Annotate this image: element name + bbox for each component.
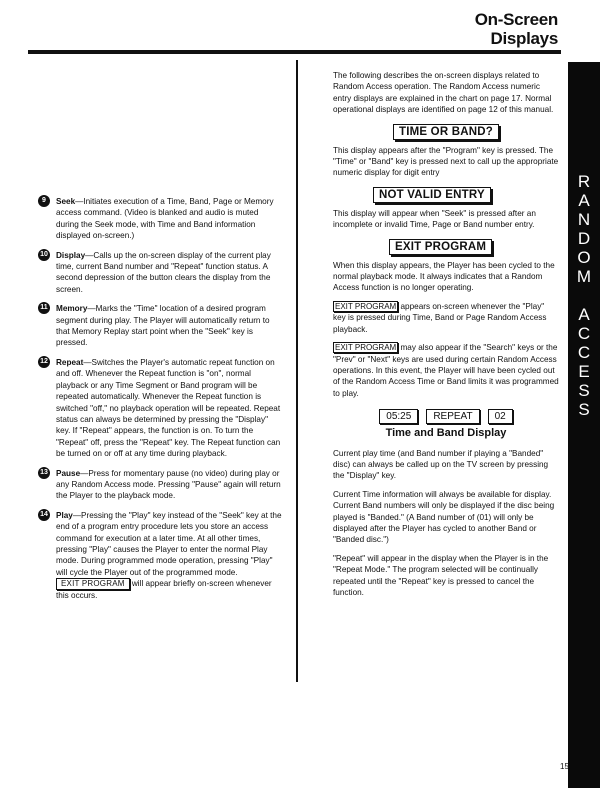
side-letter-spacer	[568, 286, 600, 305]
number-badge: 10	[38, 249, 50, 261]
time-band-display-sample	[333, 409, 559, 424]
key-item-repeat	[38, 357, 283, 460]
page-number: 15	[560, 762, 569, 771]
exit-program-inline1-text: appears on-screen whenever the "Play" key is pressed during Time, Band or Page Random Access playback.	[333, 301, 547, 334]
side-letter: E	[578, 362, 590, 381]
number-badge: 11	[38, 302, 50, 314]
key-text: —Press for momentary pause (no video) during play or any Random Access mode. Pressing "Pause" again will return the Player to the playback mode.	[56, 468, 281, 501]
time-or-band-display-wrap	[333, 124, 559, 140]
key-term: Memory	[56, 304, 88, 314]
time-band-p2: Current Time information will always be available for display. Current Band numbers will only be displayed if the disc being played is "Banded." (A Band number of (01) will only be displayed after the Player has cycled to another Band or "Banded disc.")	[333, 489, 555, 545]
number-badge: 13	[38, 467, 50, 479]
number-badge: 12	[38, 356, 50, 368]
number-badge: 14	[38, 509, 50, 521]
exit-program-inline-box: EXIT PROGRAM	[335, 301, 397, 311]
time-band-p3: "Repeat" will appear in the display when the Player is in the "Repeat Mode." The program selected will be continually repeated until the "Repeat" key is pressed to cancel the function.	[333, 553, 549, 597]
side-letter: A	[578, 191, 590, 210]
not-valid-display-wrap	[373, 187, 559, 203]
side-letter: O	[577, 248, 591, 267]
time-or-band-display: TIME OR BAND?	[393, 124, 499, 140]
not-valid-entry-display: NOT VALID ENTRY	[373, 187, 491, 203]
key-term: Repeat	[56, 357, 84, 367]
side-letter: N	[577, 210, 591, 229]
key-term: Play	[56, 510, 73, 520]
key-item-pause	[38, 468, 283, 502]
not-valid-text: This display will appear when "Seek" is pressed after an incomplete or invalid Time, Page or Band number entry.	[333, 208, 536, 230]
key-term: Display	[56, 250, 86, 260]
key-text: —Marks the "Time" location of a desired program segment during play. The Player will automatically return to that Memory Replay start point when the "Seek" key is pressed.	[56, 304, 270, 348]
side-letter: R	[577, 172, 591, 191]
exit-program-inline1	[333, 301, 559, 335]
side-tab	[568, 62, 600, 788]
exit-program-inline-box: EXIT PROGRAM	[335, 343, 397, 353]
column-divider	[296, 60, 298, 682]
intro-paragraph: The following describes the on-screen displays related to Random Access operation. The Random Access numeric entry displays are explained in the chart on page 17. Normal operational displays are identified on page 12 of this manual.	[333, 71, 554, 115]
key-descriptions	[38, 196, 283, 610]
exit-program-text: When this display appears, the Player has been cycled to the normal playback mode. It always indicates that a Random Access function is no longer operating.	[333, 260, 555, 293]
display-descriptions	[333, 70, 559, 605]
side-letter: S	[578, 400, 590, 419]
key-text-after: will appear briefly on-screen whenever this occurs.	[56, 579, 272, 601]
key-term: Seek	[56, 197, 76, 206]
page-title-line1: On-Screen	[474, 10, 558, 29]
exit-program-inline2	[333, 342, 559, 399]
key-item-memory	[38, 303, 283, 349]
key-item-play	[38, 510, 283, 602]
number-badge: 9	[38, 195, 50, 207]
exit-program-inline2-text: may also appear if the "Search" keys or the "Prev" or "Next" keys are used during certain Random Access operations. In this event, the Player will have been cycled out of the Random Access Time or Band limits it was programmed to play.	[333, 343, 559, 398]
key-text: —Switches the Player's automatic repeat function on and off. Whenever the Repeat function is "on", normal playback or any Time Segment or Band program will be repeated automatically. Whenever the Repeat function is switched "off," no playback operation will be repeated. Repeat status can always be determined by pressing the "Display" key. If "Repeat" appears, the function is on. To turn the "Repeat" off, press the "Repeat" key. The Repeat function can be turned on or off at any time during playback.	[56, 357, 281, 459]
side-letter: S	[578, 381, 590, 400]
page-title-line2: Displays	[490, 29, 558, 48]
side-letter: D	[577, 229, 591, 248]
exit-program-display-wrap	[389, 239, 559, 255]
key-item-seek	[38, 196, 283, 242]
time-or-band-text: This display appears after the "Program" key is pressed. The "Time" or "Band" key is pressed next to call up the appropriate numeric display for digit entry	[333, 145, 559, 178]
header-rule	[28, 50, 561, 54]
band-cell: 02	[488, 409, 513, 424]
side-letter: M	[576, 267, 592, 286]
repeat-cell: REPEAT	[426, 409, 479, 424]
time-cell: 05:25	[379, 409, 418, 424]
page-title	[475, 10, 558, 48]
exit-program-box: EXIT PROGRAM	[56, 578, 130, 590]
time-band-p1: Current play time (and Band number if playing a "Banded" disc) can always be called up on the TV screen by pressing the "Display" key.	[333, 448, 549, 481]
key-text: —Initiates execution of a Time, Band, Page or Memory access command. (Video is blanked and audio is muted during the Seek mode, with Time and Band information displayed on-screen.)	[56, 197, 274, 241]
side-tab-label	[568, 172, 600, 419]
key-term: Pause	[56, 468, 81, 478]
key-item-display	[38, 250, 283, 296]
side-letter: C	[577, 324, 591, 343]
key-text: —Pressing the "Play" key instead of the "Seek" key at the end of a program entry procedure lets you store an access command for execution at a later time. At all other times, pressing "Play" causes the Player to enter the normal Play mode. During programmed mode operation, pressing "Play" will cycle the Player out of the programmed mode.	[56, 510, 282, 577]
exit-program-display: EXIT PROGRAM	[389, 239, 492, 255]
side-letter: C	[577, 343, 591, 362]
side-letter: A	[578, 305, 590, 324]
time-band-heading: Time and Band Display	[385, 427, 507, 440]
key-text: —Calls up the on-screen display of the current play time, current Band number and "Repeat" function status. A second depression of the button clears the display from the screen.	[56, 250, 271, 294]
